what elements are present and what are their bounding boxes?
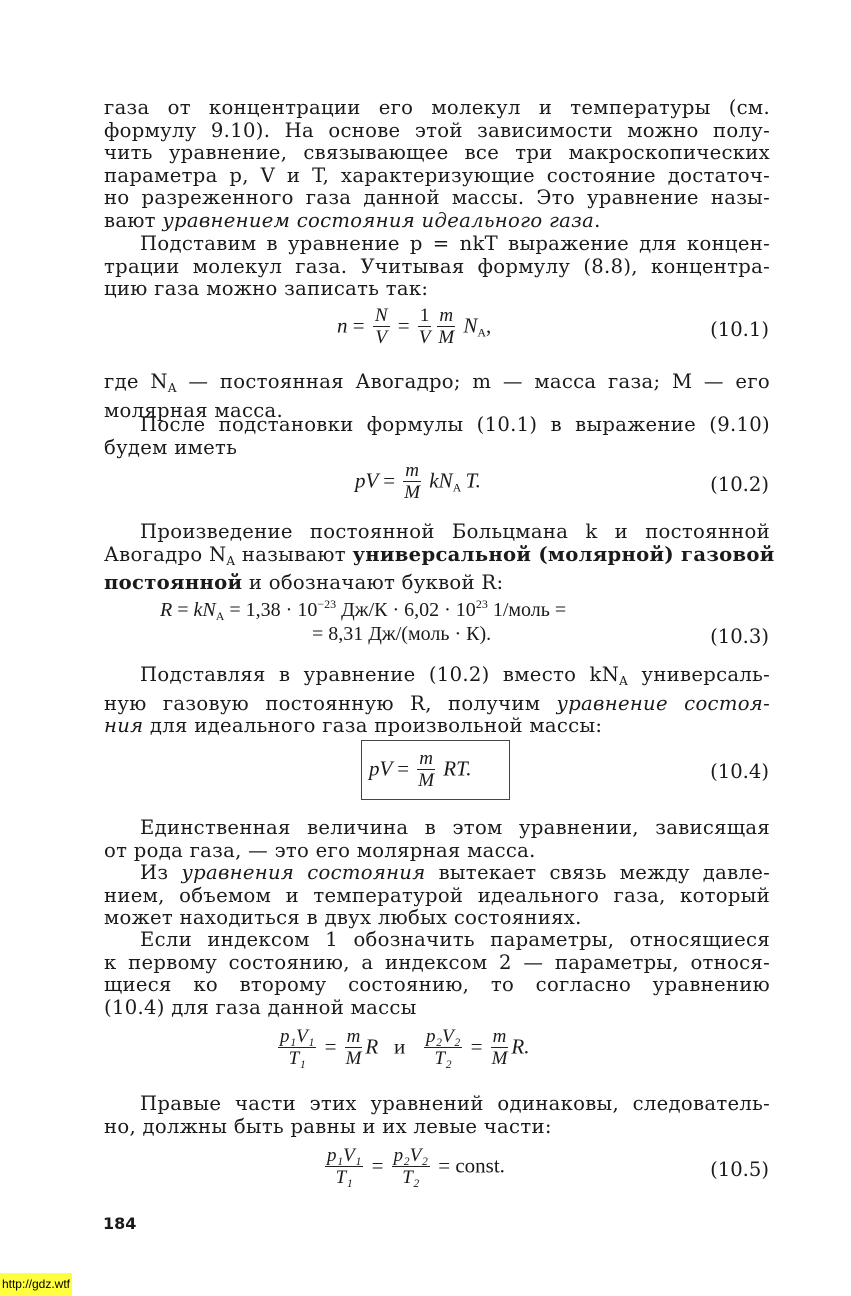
exponent: −23	[317, 597, 337, 611]
numerator: N	[374, 305, 388, 326]
denominator: M	[418, 770, 435, 791]
equation-10-4: pV = $\frac{m}{M}$ RT.	[369, 748, 472, 791]
term-bold: универсальной (молярной) газовой	[352, 542, 775, 566]
fraction	[417, 749, 435, 792]
numerator: 1	[419, 305, 430, 326]
equation-10-5: $\frac{\text{p₁V₁}}{\text{T₁}}$ = $\frac{\text{p₂V₂}}{\text{T₂}}$ = const.	[327, 1145, 505, 1188]
numerator: m	[439, 305, 454, 326]
text-line: Произведение постоянной Больцмана k и постоянной	[140, 520, 770, 543]
text-line: от рода газа, — это его молярная масса.	[104, 838, 536, 862]
text-fragment: Подставляя в уравнение (10.2) вместо kN	[140, 663, 620, 686]
subscript: A	[619, 674, 629, 688]
page-number: 184	[103, 1214, 137, 1233]
denominator: M	[491, 1048, 508, 1069]
equation-number: (10.5)	[710, 1158, 769, 1181]
text-line: к первому состоянию, а индексом 2 — параметры, относя-	[104, 950, 770, 974]
text-fragment: Авогадро N	[104, 542, 227, 566]
denominator: V	[418, 327, 431, 348]
eq-symbol: T.	[465, 468, 481, 493]
text-line: цию газа можно записать так:	[104, 277, 429, 301]
fraction	[373, 306, 390, 349]
text-line	[104, 715, 770, 738]
paragraph-7	[104, 817, 770, 862]
numerator: p₂V₂	[425, 1026, 461, 1047]
text-line	[104, 542, 775, 573]
equation-10-3-line2: = 8,31 Дж/(моль · К).	[312, 623, 492, 645]
fraction	[345, 1027, 363, 1070]
text-fragment: где N	[104, 370, 168, 393]
exponent: 23	[475, 597, 488, 611]
eq-value: 1/моль =	[487, 599, 567, 621]
equation-number: (10.2)	[710, 473, 769, 496]
text-line: молярная масса.	[104, 398, 283, 422]
subscript: A	[226, 553, 236, 568]
numerator: p₂V₂	[393, 1145, 428, 1166]
text-line	[104, 664, 770, 693]
term-italic: ния	[104, 714, 144, 738]
term-bold: постоянной	[104, 571, 243, 595]
text-fragment: называют	[235, 542, 353, 566]
text-line	[104, 862, 770, 885]
text-line: трации молекул газа. Учитывая формулу (8.8), концентра-	[104, 254, 770, 278]
eq-symbol: RT.	[443, 756, 472, 781]
equation-number: (10.1)	[710, 318, 769, 341]
fraction	[437, 306, 455, 349]
fraction	[418, 306, 432, 349]
paragraph-9	[104, 929, 770, 1019]
numerator: m	[405, 460, 420, 481]
paragraph-8	[104, 862, 770, 930]
denominator: T₁	[335, 1167, 353, 1188]
equation-number: (10.3)	[710, 625, 769, 648]
equation-pair: $\frac{\text{p₁V₁}}{\text{T₁}}$ = $\frac{m}{M}$ R и $\frac{\text{p₂V₂}}{\text{T₂}}$ = $\frac{m}{M}$ R.	[280, 1026, 530, 1069]
eq-symbol: pV	[369, 756, 392, 781]
eq-value: = 1,38 · 10	[229, 599, 318, 621]
eq-symbol: kN	[193, 599, 216, 621]
paragraph-1	[104, 97, 770, 233]
denominator: M	[345, 1048, 362, 1069]
text-line	[104, 210, 770, 233]
eq-symbol: N	[463, 313, 478, 338]
fraction	[403, 461, 421, 504]
eq-symbol: kN	[429, 468, 453, 493]
text-line: параметра p, V и T, характеризующие состояние достаточ-	[104, 163, 770, 187]
eq-symbol: n	[337, 313, 348, 338]
subscript: A	[452, 480, 462, 495]
paragraph-6	[104, 664, 770, 738]
eq-symbol: R	[160, 599, 173, 621]
text-line	[104, 693, 770, 716]
text-line: (10.4) для газа данной массы	[104, 995, 417, 1019]
text-fragment: вают	[104, 208, 163, 232]
text-fragment: .	[594, 208, 601, 232]
text-fragment: вытекает связь между давле-	[425, 861, 771, 884]
eq-symbol: R.	[511, 1034, 530, 1059]
denominator: T₂	[434, 1048, 452, 1069]
text-line: Правые части этих уравнений одинаковы, следователь-	[140, 1092, 770, 1115]
text-line: чить уравнение, связывающее все три макроскопических	[104, 141, 770, 165]
paragraph-5	[104, 520, 775, 595]
fraction	[278, 1027, 316, 1070]
text-line	[104, 572, 770, 595]
paragraph-10	[104, 1093, 770, 1138]
text-line: газа от концентрации его молекул и температуры (см.	[104, 96, 770, 119]
fraction	[491, 1027, 509, 1070]
text-line: нием, объемом и температурой идеального газа, который	[104, 883, 770, 907]
numerator: p₁V₁	[280, 1026, 315, 1047]
denominator: M	[438, 327, 455, 348]
text-line: но, должны быть равны и их левые части:	[104, 1114, 552, 1138]
equation-number: (10.4)	[710, 760, 769, 783]
numerator: m	[492, 1026, 507, 1047]
text-line: После подстановки формулы (10.1) в выражение (9.10)	[140, 413, 770, 436]
subscript: A	[215, 609, 225, 623]
text-line: но разреженного газа данной массы. Это уравнение назы-	[104, 186, 770, 210]
text-line: Подставим в уравнение p = nkT выражение для концен-	[140, 232, 770, 255]
denominator: T₁	[288, 1048, 306, 1069]
denominator: T₂	[402, 1167, 420, 1188]
eq-value: = const.	[438, 1153, 505, 1178]
eq-punct: ,	[486, 313, 492, 338]
paragraph-2	[104, 233, 770, 301]
text-fragment: универсаль-	[628, 663, 770, 686]
fraction	[392, 1146, 430, 1189]
text-line: Если индексом 1 обозначить параметры, относящиеся	[140, 928, 770, 951]
watermark-link[interactable]: http://gdz.wtf	[0, 1273, 72, 1296]
equation-10-1: n = $\frac{N}{V}$ = $\frac{1}{V}$ $\frac{m}{M}$ $N_A$,	[337, 305, 492, 348]
numerator: m	[346, 1026, 361, 1047]
text-fragment: — постоянная Авогадро; m — масса газа; M — его	[176, 370, 770, 393]
text-line	[104, 371, 770, 400]
equation-10-3-line1: $R = kN_A = 1,38 \cdot 10^{-23}$ $Дж/К \cdot 6,02 \cdot 10^{23}$ 1/моль =	[160, 597, 567, 623]
text-line: может находиться в двух любых состояниях.	[104, 906, 582, 930]
text-line: щиеся ко второму состоянию, то согласно уравнению	[104, 973, 770, 997]
term-italic: уравнением состояния идеального газа	[162, 208, 595, 232]
text-fragment: Из	[140, 861, 182, 884]
paragraph-4	[104, 414, 770, 459]
text-fragment: для идеального газа произвольной массы:	[143, 714, 603, 738]
eq-symbol: R	[365, 1034, 379, 1059]
text-line: Единственная величина в этом уравнении, зависящая	[140, 816, 770, 839]
subscript: A	[167, 381, 177, 395]
subscript: A	[477, 325, 487, 340]
eq-value: Дж/К · 6,02 · 10	[336, 599, 476, 621]
term-italic: уравнение состоя-	[556, 691, 770, 715]
denominator: M	[404, 482, 421, 503]
denominator: V	[375, 327, 387, 348]
equation-10-2: pV = $\frac{m}{M}$ $kN_A$ T.	[355, 460, 481, 503]
text-line: будем иметь	[104, 435, 238, 459]
text-fragment: ную газовую постоянную R, получим	[104, 691, 557, 715]
numerator: m	[419, 748, 434, 769]
text-fragment: и обозначают буквой R:	[242, 571, 504, 595]
numerator: p₁V₁	[327, 1145, 362, 1166]
fraction	[424, 1027, 462, 1070]
eq-symbol: pV	[355, 468, 378, 493]
term-italic: уравнения состояния	[181, 861, 426, 884]
conjunction: и	[393, 1034, 406, 1059]
fraction	[325, 1146, 363, 1189]
text-line: формулу 9.10). На основе этой зависимости можно полу-	[104, 118, 770, 142]
